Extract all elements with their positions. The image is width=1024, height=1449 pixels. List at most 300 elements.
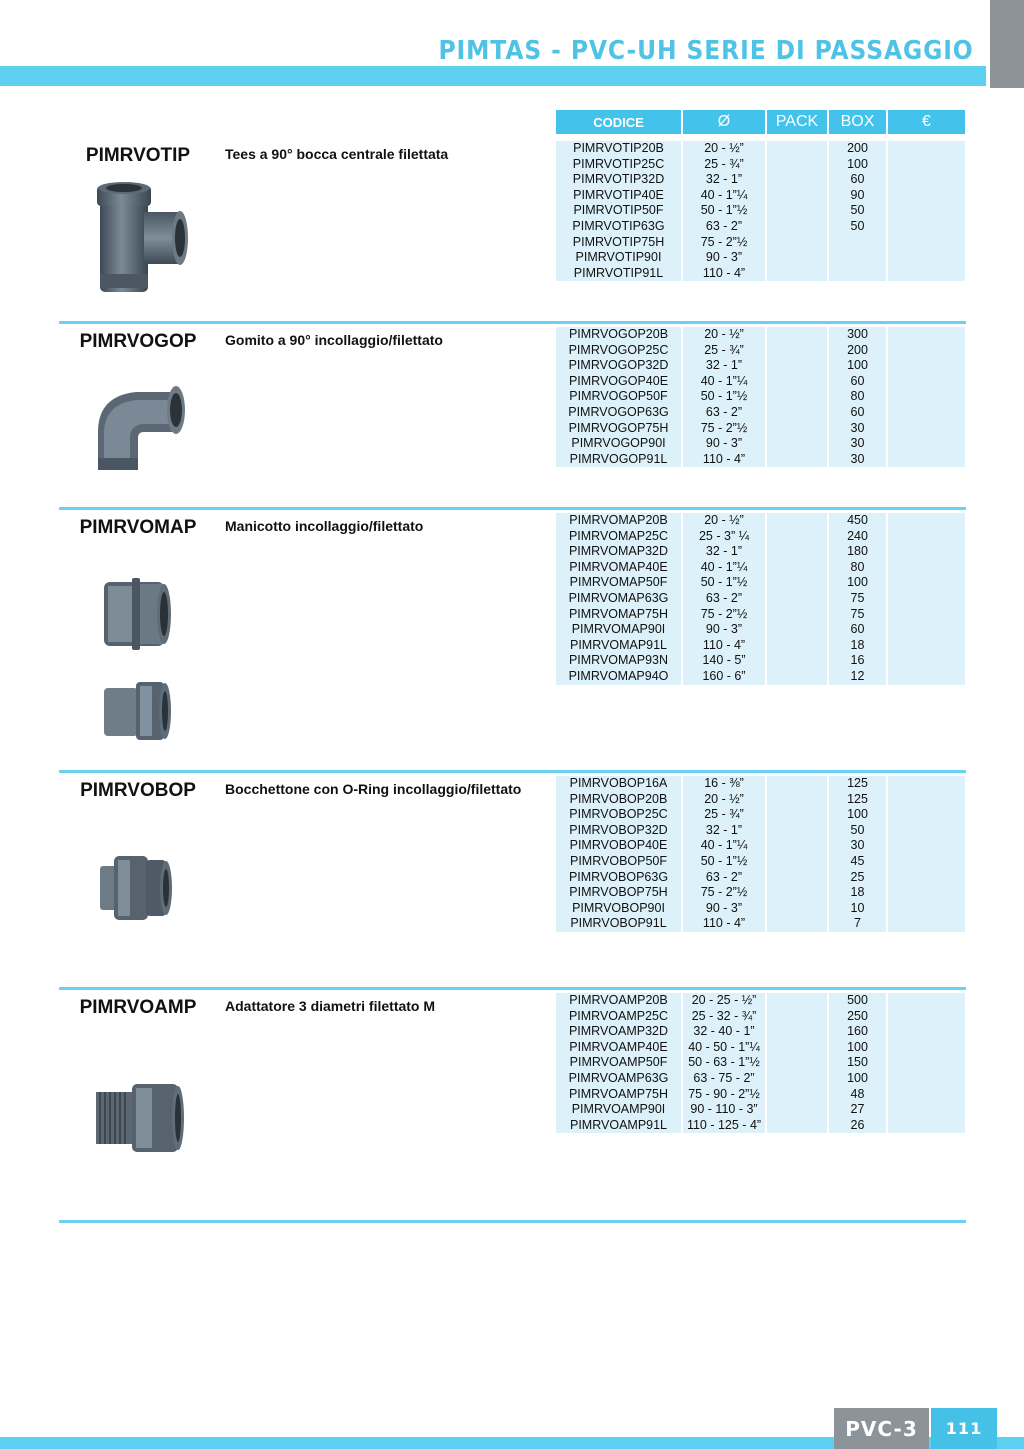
table-row (556, 1024, 965, 1040)
cell-price (888, 327, 965, 343)
cell-diameter: 32 - 1” (683, 823, 765, 839)
cell-price (888, 575, 965, 591)
cell-pack (767, 901, 827, 917)
cell-price (888, 653, 965, 669)
cell-box: 80 (829, 389, 886, 405)
cell-pack (767, 669, 827, 685)
table-row (556, 405, 965, 421)
page-number: 111 (931, 1408, 997, 1449)
cell-diameter: 40 - 50 - 1”¼ (683, 1040, 765, 1056)
product-table (556, 327, 965, 467)
cell-box: 100 (829, 1040, 886, 1056)
table-row (556, 389, 965, 405)
cell-pack (767, 358, 827, 374)
cell-box: 30 (829, 436, 886, 452)
product-code: PIMRVOGOP (79, 331, 197, 352)
cell-code: PIMRVOBOP50F (556, 854, 681, 870)
cell-box: 60 (829, 405, 886, 421)
cell-box (829, 235, 886, 251)
table-row (556, 343, 965, 359)
cell-price (888, 513, 965, 529)
cell-code: PIMRVOBOP40E (556, 838, 681, 854)
cell-code: PIMRVOBOP32D (556, 823, 681, 839)
cell-pack (767, 235, 827, 251)
cell-pack (767, 327, 827, 343)
section-divider (59, 987, 966, 990)
cell-diameter: 32 - 40 - 1” (683, 1024, 765, 1040)
cell-diameter: 25 - 3” ¼ (683, 529, 765, 545)
cell-diameter: 50 - 63 - 1”½ (683, 1055, 765, 1071)
table-row (556, 358, 965, 374)
cell-diameter: 63 - 2” (683, 405, 765, 421)
product-code: PIMRVOTIP (85, 145, 191, 166)
cell-price (888, 916, 965, 932)
cell-pack (767, 1118, 827, 1134)
cell-diameter: 140 - 5” (683, 653, 765, 669)
cell-price (888, 591, 965, 607)
cell-diameter: 90 - 3” (683, 901, 765, 917)
cell-box: 90 (829, 188, 886, 204)
cell-code: PIMRVOMAP91L (556, 638, 681, 654)
pvc-tee-icon (96, 182, 188, 294)
pvc-coupling-icon (100, 680, 174, 742)
table-row (556, 916, 965, 932)
table-row (556, 622, 965, 638)
cell-pack (767, 622, 827, 638)
cell-box: 300 (829, 327, 886, 343)
table-row (556, 172, 965, 188)
cell-pack (767, 1071, 827, 1087)
cell-price (888, 792, 965, 808)
cell-code: PIMRVOMAP20B (556, 513, 681, 529)
cell-price (888, 1118, 965, 1134)
cell-code: PIMRVOAMP91L (556, 1118, 681, 1134)
cell-diameter: 110 - 4” (683, 452, 765, 468)
table-row (556, 374, 965, 390)
table-row (556, 1118, 965, 1134)
cell-code: PIMRVOMAP32D (556, 544, 681, 560)
cell-diameter: 75 - 2”½ (683, 607, 765, 623)
cell-price (888, 250, 965, 266)
product-table (556, 141, 965, 281)
cell-diameter: 75 - 2”½ (683, 885, 765, 901)
cell-diameter: 63 - 2” (683, 591, 765, 607)
cell-pack (767, 452, 827, 468)
table-row (556, 1055, 965, 1071)
cell-pack (767, 916, 827, 932)
cell-diameter: 25 - ¾” (683, 807, 765, 823)
cell-diameter: 90 - 3” (683, 436, 765, 452)
cell-price (888, 776, 965, 792)
cell-diameter: 25 - 32 - ¾” (683, 1009, 765, 1025)
cell-box: 100 (829, 1071, 886, 1087)
cell-pack (767, 776, 827, 792)
product-table (556, 513, 965, 685)
cell-price (888, 638, 965, 654)
table-row (556, 854, 965, 870)
cell-price (888, 823, 965, 839)
cell-price (888, 1102, 965, 1118)
table-row (556, 885, 965, 901)
cell-box: 450 (829, 513, 886, 529)
cell-box: 50 (829, 219, 886, 235)
cell-price (888, 1087, 965, 1103)
column-header-row (556, 110, 965, 134)
cell-diameter: 32 - 1” (683, 172, 765, 188)
cell-box: 48 (829, 1087, 886, 1103)
cell-price (888, 421, 965, 437)
cell-diameter: 20 - ½” (683, 327, 765, 343)
cell-price (888, 343, 965, 359)
cell-price (888, 219, 965, 235)
cell-pack (767, 653, 827, 669)
cell-diameter: 110 - 4” (683, 916, 765, 932)
cell-code: PIMRVOTIP40E (556, 188, 681, 204)
cell-price (888, 1024, 965, 1040)
cell-diameter: 40 - 1”¼ (683, 838, 765, 854)
cell-diameter: 110 - 4” (683, 638, 765, 654)
cell-price (888, 436, 965, 452)
column-header-pack: PACK (767, 110, 827, 134)
cell-box: 500 (829, 993, 886, 1009)
cell-pack (767, 188, 827, 204)
cell-box: 30 (829, 421, 886, 437)
cell-box: 100 (829, 358, 886, 374)
cell-price (888, 452, 965, 468)
cell-code: PIMRVOMAP25C (556, 529, 681, 545)
cell-diameter: 40 - 1”¼ (683, 188, 765, 204)
cell-box: 100 (829, 575, 886, 591)
cell-diameter: 90 - 3” (683, 250, 765, 266)
cell-code: PIMRVOAMP32D (556, 1024, 681, 1040)
table-row (556, 823, 965, 839)
cell-box: 60 (829, 622, 886, 638)
cell-code: PIMRVOTIP25C (556, 157, 681, 173)
cell-pack (767, 1087, 827, 1103)
cell-price (888, 1009, 965, 1025)
cell-code: PIMRVOAMP90I (556, 1102, 681, 1118)
cell-price (888, 807, 965, 823)
cell-pack (767, 1055, 827, 1071)
table-row (556, 421, 965, 437)
table-row (556, 560, 965, 576)
cell-code: PIMRVOMAP93N (556, 653, 681, 669)
cell-price (888, 529, 965, 545)
cell-pack (767, 266, 827, 282)
cell-diameter: 63 - 2” (683, 870, 765, 886)
cell-diameter: 40 - 1”¼ (683, 560, 765, 576)
cell-code: PIMRVOBOP75H (556, 885, 681, 901)
cell-pack (767, 823, 827, 839)
cell-code: PIMRVOGOP63G (556, 405, 681, 421)
page-title: PIMTAS - PVC-UH SERIE DI PASSAGGIO (438, 36, 974, 66)
cell-pack (767, 854, 827, 870)
table-row (556, 436, 965, 452)
cell-diameter: 90 - 110 - 3” (683, 1102, 765, 1118)
cell-box: 80 (829, 560, 886, 576)
cell-code: PIMRVOAMP75H (556, 1087, 681, 1103)
cell-code: PIMRVOBOP16A (556, 776, 681, 792)
cell-pack (767, 529, 827, 545)
cell-code: PIMRVOGOP32D (556, 358, 681, 374)
cell-pack (767, 575, 827, 591)
cell-code: PIMRVOBOP20B (556, 792, 681, 808)
cell-box: 200 (829, 141, 886, 157)
cell-price (888, 854, 965, 870)
cell-pack (767, 203, 827, 219)
cell-price (888, 188, 965, 204)
cell-pack (767, 1009, 827, 1025)
cell-code: PIMRVOGOP75H (556, 421, 681, 437)
table-row (556, 792, 965, 808)
cell-diameter: 63 - 2” (683, 219, 765, 235)
cell-pack (767, 1024, 827, 1040)
cell-diameter: 16 - ⅜” (683, 776, 765, 792)
cell-box: 45 (829, 854, 886, 870)
cell-box: 125 (829, 792, 886, 808)
table-row (556, 653, 965, 669)
table-row (556, 1087, 965, 1103)
cell-box: 30 (829, 838, 886, 854)
table-row (556, 591, 965, 607)
table-row (556, 157, 965, 173)
cell-pack (767, 405, 827, 421)
cell-price (888, 901, 965, 917)
table-row (556, 1040, 965, 1056)
cell-diameter: 63 - 75 - 2” (683, 1071, 765, 1087)
cell-price (888, 389, 965, 405)
cell-diameter: 32 - 1” (683, 544, 765, 560)
cell-code: PIMRVOAMP25C (556, 1009, 681, 1025)
side-tab (990, 0, 1024, 88)
cell-code: PIMRVOBOP63G (556, 870, 681, 886)
cell-code: PIMRVOTIP90I (556, 250, 681, 266)
cell-code: PIMRVOTIP63G (556, 219, 681, 235)
section-divider (59, 321, 966, 324)
pvc-adapter-icon (92, 1080, 188, 1156)
cell-pack (767, 792, 827, 808)
cell-diameter: 25 - ¾” (683, 343, 765, 359)
cell-diameter: 20 - ½” (683, 513, 765, 529)
cell-box: 18 (829, 638, 886, 654)
cell-price (888, 993, 965, 1009)
cell-code: PIMRVOMAP40E (556, 560, 681, 576)
column-header-price: € (888, 110, 965, 134)
cell-code: PIMRVOTIP20B (556, 141, 681, 157)
pvc-coupling-icon (100, 576, 174, 652)
cell-diameter: 90 - 3” (683, 622, 765, 638)
cell-pack (767, 993, 827, 1009)
cell-diameter: 75 - 2”½ (683, 235, 765, 251)
product-code: PIMRVOMAP (79, 517, 197, 538)
cell-box: 75 (829, 591, 886, 607)
cell-code: PIMRVOMAP90I (556, 622, 681, 638)
table-row (556, 266, 965, 282)
cell-code: PIMRVOAMP40E (556, 1040, 681, 1056)
cell-code: PIMRVOGOP20B (556, 327, 681, 343)
cell-box: 250 (829, 1009, 886, 1025)
cell-price (888, 374, 965, 390)
table-row (556, 607, 965, 623)
cell-box: 150 (829, 1055, 886, 1071)
cell-diameter: 110 - 125 - 4” (683, 1118, 765, 1134)
cell-pack (767, 250, 827, 266)
cell-price (888, 1055, 965, 1071)
table-row (556, 452, 965, 468)
cell-code: PIMRVOBOP91L (556, 916, 681, 932)
table-row (556, 327, 965, 343)
cell-code: PIMRVOTIP75H (556, 235, 681, 251)
cell-pack (767, 838, 827, 854)
cell-pack (767, 591, 827, 607)
cell-diameter: 50 - 1”½ (683, 203, 765, 219)
column-header-diameter: Ø (683, 110, 765, 134)
cell-code: PIMRVOBOP25C (556, 807, 681, 823)
column-header-box: BOX (829, 110, 886, 134)
pvc-union-icon (96, 852, 176, 924)
table-row (556, 776, 965, 792)
cell-price (888, 141, 965, 157)
cell-price (888, 266, 965, 282)
cell-box: 50 (829, 823, 886, 839)
cell-diameter: 20 - ½” (683, 792, 765, 808)
cell-pack (767, 374, 827, 390)
section-divider (59, 1220, 966, 1223)
cell-price (888, 544, 965, 560)
cell-box: 30 (829, 452, 886, 468)
header-bar (0, 66, 986, 86)
cell-price (888, 560, 965, 576)
pvc-elbow-icon (92, 380, 188, 472)
cell-price (888, 669, 965, 685)
cell-diameter: 50 - 1”½ (683, 389, 765, 405)
cell-price (888, 358, 965, 374)
table-row (556, 235, 965, 251)
cell-price (888, 405, 965, 421)
cell-pack (767, 544, 827, 560)
table-row (556, 219, 965, 235)
table-row (556, 1071, 965, 1087)
cell-diameter: 32 - 1” (683, 358, 765, 374)
cell-price (888, 203, 965, 219)
cell-diameter: 20 - ½” (683, 141, 765, 157)
cell-code: PIMRVOTIP32D (556, 172, 681, 188)
cell-box: 100 (829, 807, 886, 823)
cell-price (888, 1071, 965, 1087)
cell-box: 60 (829, 374, 886, 390)
cell-diameter: 75 - 2”½ (683, 421, 765, 437)
cell-code: PIMRVOGOP40E (556, 374, 681, 390)
cell-pack (767, 885, 827, 901)
cell-pack (767, 560, 827, 576)
cell-pack (767, 436, 827, 452)
cell-code: PIMRVOTIP91L (556, 266, 681, 282)
cell-pack (767, 157, 827, 173)
cell-box: 240 (829, 529, 886, 545)
cell-pack (767, 513, 827, 529)
table-row (556, 901, 965, 917)
cell-pack (767, 219, 827, 235)
table-row (556, 1009, 965, 1025)
section-divider (59, 507, 966, 510)
table-row (556, 575, 965, 591)
cell-box: 25 (829, 870, 886, 886)
cell-diameter: 160 - 6” (683, 669, 765, 685)
product-table (556, 993, 965, 1133)
table-row (556, 1102, 965, 1118)
cell-diameter: 40 - 1”¼ (683, 374, 765, 390)
cell-box: 27 (829, 1102, 886, 1118)
cell-box: 100 (829, 157, 886, 173)
cell-diameter: 50 - 1”½ (683, 854, 765, 870)
cell-code: PIMRVOGOP90I (556, 436, 681, 452)
product-description: Manicotto incollaggio/filettato (225, 518, 424, 534)
cell-box (829, 266, 886, 282)
cell-pack (767, 807, 827, 823)
cell-pack (767, 1040, 827, 1056)
cell-price (888, 838, 965, 854)
table-row (556, 188, 965, 204)
cell-code: PIMRVOMAP94O (556, 669, 681, 685)
cell-code: PIMRVOGOP50F (556, 389, 681, 405)
cell-box: 75 (829, 607, 886, 623)
cell-code: PIMRVOBOP90I (556, 901, 681, 917)
cell-code: PIMRVOAMP63G (556, 1071, 681, 1087)
cell-box: 26 (829, 1118, 886, 1134)
cell-box: 200 (829, 343, 886, 359)
cell-box: 50 (829, 203, 886, 219)
table-row (556, 669, 965, 685)
section-divider (59, 770, 966, 773)
cell-box: 12 (829, 669, 886, 685)
cell-code: PIMRVOMAP63G (556, 591, 681, 607)
cell-box: 160 (829, 1024, 886, 1040)
cell-pack (767, 607, 827, 623)
cell-price (888, 157, 965, 173)
column-header-code: CODICE (556, 110, 681, 134)
cell-diameter: 75 - 90 - 2”½ (683, 1087, 765, 1103)
table-row (556, 203, 965, 219)
footer-section-label: PVC-3 (834, 1408, 929, 1449)
table-row (556, 529, 965, 545)
cell-code: PIMRVOGOP91L (556, 452, 681, 468)
cell-box: 125 (829, 776, 886, 792)
table-row (556, 838, 965, 854)
cell-box: 60 (829, 172, 886, 188)
cell-box: 16 (829, 653, 886, 669)
cell-pack (767, 172, 827, 188)
product-description: Bocchettone con O-Ring incollaggio/filettato (225, 781, 522, 797)
table-row (556, 807, 965, 823)
product-code: PIMRVOAMP (79, 997, 197, 1018)
table-row (556, 250, 965, 266)
table-row (556, 141, 965, 157)
cell-box: 10 (829, 901, 886, 917)
cell-pack (767, 1102, 827, 1118)
table-row (556, 544, 965, 560)
cell-code: PIMRVOAMP20B (556, 993, 681, 1009)
cell-pack (767, 870, 827, 886)
cell-code: PIMRVOGOP25C (556, 343, 681, 359)
cell-code: PIMRVOMAP50F (556, 575, 681, 591)
cell-price (888, 607, 965, 623)
cell-code: PIMRVOTIP50F (556, 203, 681, 219)
cell-diameter: 110 - 4” (683, 266, 765, 282)
cell-diameter: 20 - 25 - ½” (683, 993, 765, 1009)
product-description: Adattatore 3 diametri filettato M (225, 998, 436, 1014)
cell-box: 7 (829, 916, 886, 932)
cell-pack (767, 389, 827, 405)
